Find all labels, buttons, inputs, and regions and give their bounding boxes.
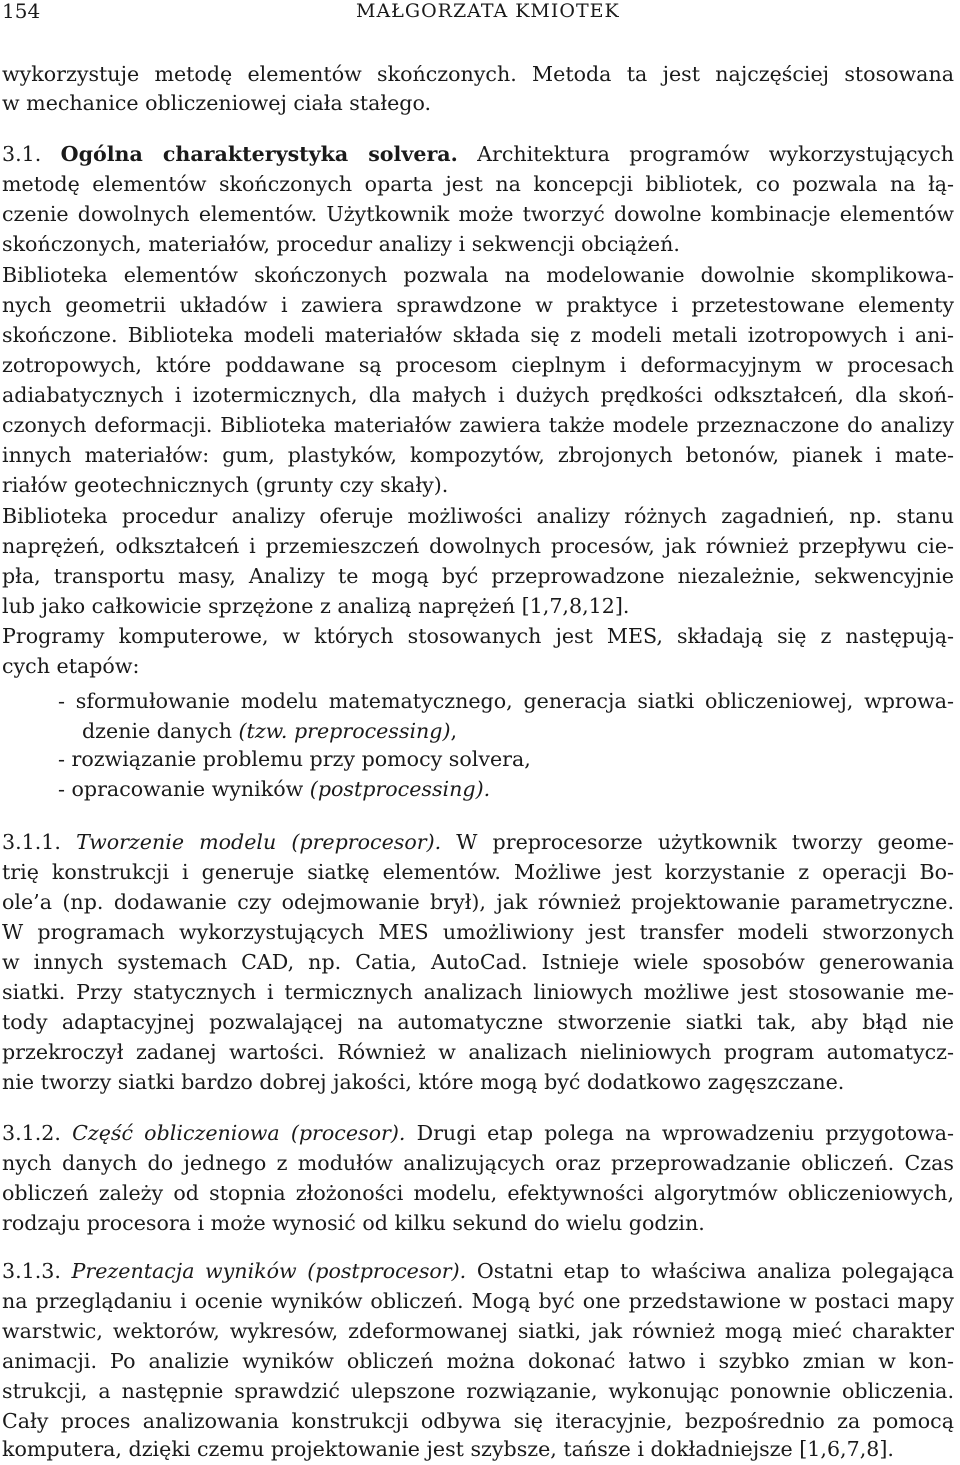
- section-number: 3.1.: [2, 142, 42, 166]
- text-span: ,: [450, 719, 458, 743]
- text-span: - opracowanie wyników: [58, 777, 310, 801]
- text-line: cych etapów:: [2, 654, 140, 678]
- list-item-continuation: [82, 716, 954, 746]
- section-title: Tworzenie modelu (preprocesor).: [76, 830, 442, 854]
- text-line: obliczeń zależy od stopnia złożoności modelu, efektywności algorytmów obliczeniowych,: [2, 1181, 954, 1205]
- text-line: lub jako całkowicie sprzężone z analizą naprężeń [1,7,8,12].: [2, 594, 630, 618]
- running-header-author: MAŁGORZATA KMIOTEK: [356, 0, 620, 22]
- text-line: skończone. Biblioteka modeli materiałów składa się z modeli metali izotropowych i ani-: [2, 323, 954, 347]
- section-heading-line: [2, 1118, 954, 1148]
- text-line: nych danych do jednego z modułów analizujących oraz przeprowadzanie obliczeń. Czas: [2, 1151, 954, 1175]
- text-span: Architektura programów wykorzystujących: [477, 142, 954, 166]
- text-span: W preprocesorze użytkownik tworzy geome-: [456, 830, 954, 854]
- section-number: 3.1.3.: [2, 1259, 61, 1283]
- text-line: skończonych, materiałów, procedur analizy i sekwencji obciążeń.: [2, 232, 680, 256]
- section-number: 3.1.2.: [2, 1121, 61, 1145]
- list-item: - sformułowanie modelu matematycznego, generacja siatki obliczeniowej, wprowa-: [58, 689, 954, 713]
- text-line: Cały proces analizowania konstrukcji odbywa się iteracyjnie, bezpośrednio za pomocą: [2, 1409, 954, 1433]
- text-line: czenie dowolnych elementów. Użytkownik może tworzyć dowolne kombinacje elementów: [2, 202, 954, 226]
- text-line: nie tworzy siatki bardzo dobrej jakości, które mogą być dodatkowo zagęszczane.: [2, 1070, 845, 1094]
- text-line: riałów geotechnicznych (grunty czy skały).: [2, 473, 449, 497]
- text-line: animacji. Po analizie wyników obliczeń można dokonać łatwo i szybko zmian w kon-: [2, 1349, 954, 1373]
- emphasis-text: (postprocessing).: [309, 777, 491, 801]
- text-line: w mechanice obliczeniowej ciała stałego.: [2, 91, 432, 115]
- list-item: - rozwiązanie problemu przy pomocy solvera,: [58, 747, 531, 771]
- text-line: wykorzystuje metodę elementów skończonych. Metoda ta jest najczęściej stosowana: [2, 62, 954, 86]
- text-line: trię konstrukcji i generuje siatkę elementów. Możliwe jest korzystanie z operacji Bo-: [2, 860, 954, 884]
- section-heading-line: [2, 139, 954, 169]
- section-title: Część obliczeniowa (procesor).: [72, 1121, 406, 1145]
- list-item: [58, 774, 954, 804]
- section-number: 3.1.1.: [2, 830, 61, 854]
- emphasis-text: (tzw. preprocessing): [238, 719, 451, 743]
- text-span: dzenie danych: [82, 719, 239, 743]
- text-line: tody adaptacyjnej pozwalającej na automatyczne stworzenie siatki tak, aby błąd nie: [2, 1010, 954, 1034]
- text-line: zotropowych, które poddawane są procesom cieplnym i deformacyjnym w procesach: [2, 353, 954, 377]
- text-line: na przeglądaniu i ocenie wyników obliczeń. Mogą być one przedstawione w postaci mapy: [2, 1289, 954, 1313]
- text-line: przekroczył zadanej wartości. Również w analizach nieliniowych program automatycz-: [2, 1040, 954, 1064]
- text-line: naprężeń, odkształceń i przemieszczeń dowolnych procesów, jak również przepływu cie-: [2, 534, 954, 558]
- text-line: siatki. Przy statycznych i termicznych analizach liniowych możliwe jest stosowanie me-: [2, 980, 954, 1004]
- text-span: Ostatni etap to właściwa analiza polegająca: [476, 1259, 954, 1283]
- section-heading-line: [2, 827, 954, 857]
- text-line: Biblioteka procedur analizy oferuje możliwości analizy różnych zagadnień, np. stanu: [2, 504, 954, 528]
- text-line: czonych deformacji. Biblioteka materiałów zawiera także modele przeznaczone do analizy: [2, 413, 954, 437]
- section-title: Prezentacja wyników (postprocesor).: [71, 1259, 467, 1283]
- text-line: ole’a (np. dodawanie czy odejmowanie brył), jak również projektowanie parametryczne.: [2, 890, 954, 914]
- text-line: strukcji, a następnie sprawdzić ulepszone rozwiązanie, wykonując ponownie obliczenia.: [2, 1379, 954, 1403]
- section-heading-line: [2, 1256, 954, 1286]
- text-line: Biblioteka elementów skończonych pozwala na modelowanie dowolnie skomplikowa-: [2, 263, 954, 287]
- page-number: 154: [2, 0, 41, 23]
- text-line: metodę elementów skończonych oparta jest na koncepcji bibliotek, co pozwala na łą-: [2, 172, 954, 196]
- text-line: rodzaju procesora i może wynosić od kilku sekund do wielu godzin.: [2, 1211, 705, 1235]
- text-line: Programy komputerowe, w których stosowanych jest MES, składają się z następują-: [2, 624, 954, 648]
- text-line: innych materiałów: gum, plastyków, kompozytów, zbrojonych betonów, pianek i mate-: [2, 443, 954, 467]
- text-line: komputera, dzięki czemu projektowanie jest szybsze, tańsze i dokładniejsze [1,6,7,8].: [2, 1437, 894, 1461]
- text-line: W programach wykorzystujących MES umożliwiony jest transfer modeli stworzonych: [2, 920, 954, 944]
- section-title: Ogólna charakterystyka solvera.: [60, 142, 458, 166]
- text-line: nych geometrii układów i zawiera sprawdzone w praktyce i przetestowane elementy: [2, 293, 954, 317]
- text-line: warstwic, wektorów, wykresów, zdeformowanej siatki, jak również mogą mieć charakter: [2, 1319, 954, 1343]
- text-line: w innych systemach CAD, np. Catia, AutoCad. Istnieje wiele sposobów generowania: [2, 950, 954, 974]
- text-line: adiabatycznych i izotermicznych, dla małych i dużych prędkości odkształceń, dla skoń-: [2, 383, 954, 407]
- text-span: Drugi etap polega na wprowadzeniu przygotowa-: [416, 1121, 954, 1145]
- text-line: pła, transportu masy, Analizy te mogą być przeprowadzone niezależnie, sekwencyjnie: [2, 564, 954, 588]
